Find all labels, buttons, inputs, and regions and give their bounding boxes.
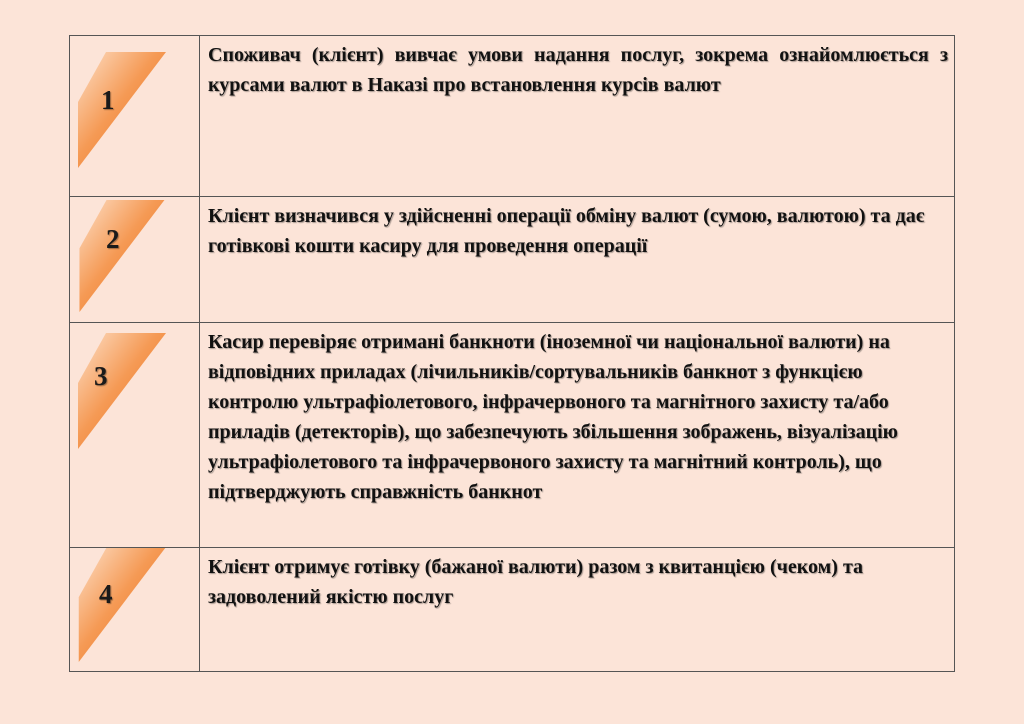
step-number-cell-1 [70, 36, 200, 197]
step-number-cell-2 [70, 197, 200, 323]
step-row-3 [70, 323, 955, 548]
chevron-arrow-icon [76, 200, 166, 312]
chevron-arrow-icon [76, 52, 166, 168]
step-description: Споживач (клієнт) вивчає умови надання послуг, зокрема ознайомлюється з курсами валют в Наказі про встановлення курсів валют [200, 36, 955, 197]
step-number: 1 [101, 85, 115, 115]
chevron-arrow-icon [76, 548, 166, 662]
step-number: 3 [94, 361, 108, 391]
step-number-cell-3 [70, 323, 200, 548]
step-number: 2 [106, 224, 120, 254]
step-description: Клієнт отримує готівку (бажаної валюти) разом з квитанцією (чеком) та задоволений якістю послуг [200, 548, 955, 672]
step-number: 4 [99, 579, 113, 609]
step-row-1 [70, 36, 955, 197]
step-row-4 [70, 548, 955, 672]
chevron-arrow-icon [76, 333, 166, 449]
steps-table [69, 35, 955, 672]
step-description: Касир перевіряє отримані банкноти (іноземної чи національної валюти) на відповідних приладах (лічильників/сортувальників банкнот з функцією контролю ультрафіолетового, інфрачервоного та магнітного захисту та/або приладів (детекторів), що забезпечують збільшення зображень, візуалізацію ультрафіолетового та інфрачервоного захисту та магнітний контроль), що підтверджують справжність банкнот [200, 323, 955, 548]
step-description: Клієнт визначився у здійсненні операції обміну валют (сумою, валютою) та дає готівкові кошти касиру для проведення операції [200, 197, 955, 323]
step-number-cell-4 [70, 548, 200, 672]
step-row-2 [70, 197, 955, 323]
